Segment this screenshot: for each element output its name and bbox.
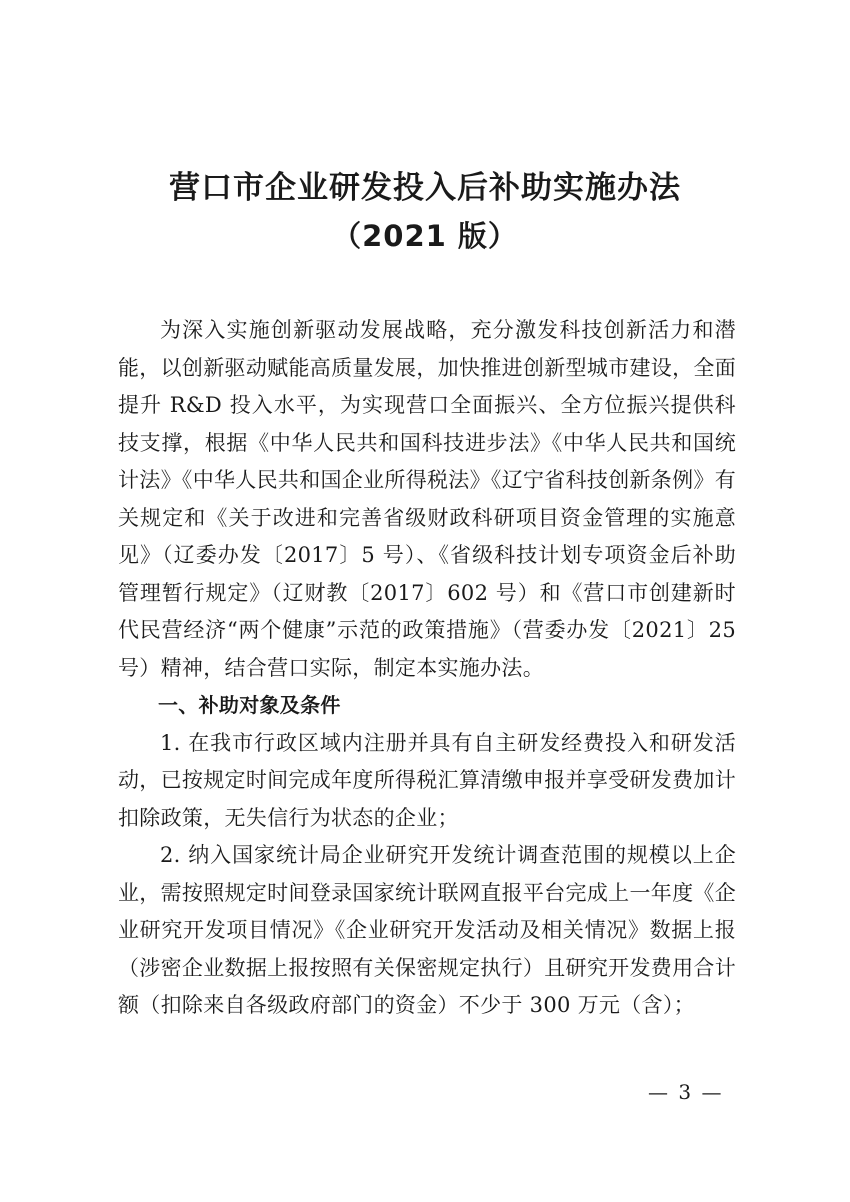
condition-item-2: 2. 纳入国家统计局企业研究开发统计调查范围的规模以上企业，需按照规定时间登录国家统计联网直报平台完成上一年度《企业研究开发项目情况》《企业研究开发活动及相关情况》数据上报（涉密企业数据上报按照有关保密规定执行）且研究开发费用合计额（扣除来自各级政府部门的资金）不少于 300 万元（含）；: [118, 843, 736, 1017]
document-body: [118, 312, 736, 1025]
condition-item-1: 1. 在我市行政区域内注册并具有自主研发经费投入和研发活动，已按规定时间完成年度所得税汇算清缴申报并享受研发费加计扣除政策，无失信行为状态的企业；: [118, 730, 736, 830]
page-number: — 3 —: [648, 1080, 724, 1104]
section-heading: 一、补助对象及条件: [158, 693, 341, 717]
document-subtitle: （2021 版）: [332, 219, 518, 253]
intro-paragraph: 为深入实施创新驱动发展战略，充分激发科技创新活力和潜能，以创新驱动赋能高质量发展，加快推进创新型城市建设，全面提升 R&D 投入水平，为实现营口全面振兴、全方位振兴提供科技支撑，根据《中华人民共和国科技进步法》《中华人民共和国统计法》《中华人民共和国企业所得税法》《辽宁省科技创新条例》有关规定和《关于改进和完善省级财政科研项目资金管理的实施意见》（辽委办发〔2017〕5 号）、《省级科技计划专项资金后补助管理暂行规定》（辽财教〔2017〕602 号）和《营口市创建新时代民营经济“两个健康”示范的政策措施》（营委办发〔2021〕25 号）精神，结合营口实际，制定本实施办法。: [118, 318, 736, 680]
document-title: 营口市企业研发投入后补助实施办法: [169, 170, 681, 206]
